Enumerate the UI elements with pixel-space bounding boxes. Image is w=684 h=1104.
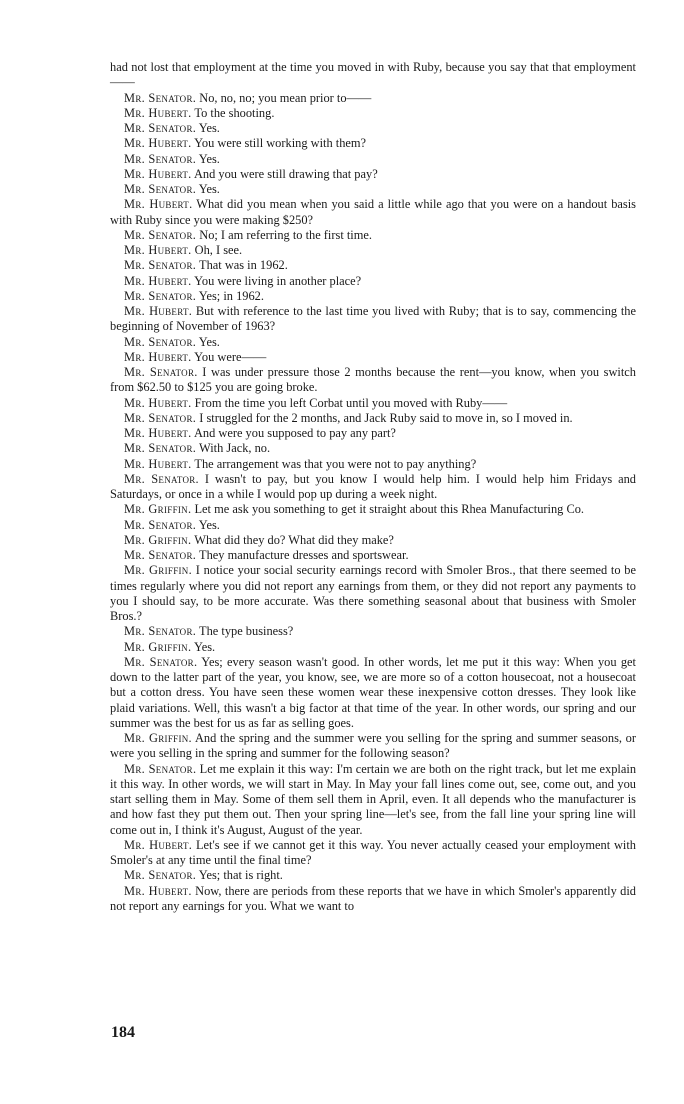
utterance-text: Yes. [198,121,220,135]
utterance-text: Let me ask you something to get it straight about this Rhea Manufacturing Co. [194,502,585,517]
speaker-name: Mr. Senator. [124,624,197,639]
speaker-name: Mr. Griffin. [124,502,192,517]
speaker-name: Mr. Hubert. [124,837,193,852]
utterance-text: Yes; that is right. [198,868,283,883]
utterance-text: That was in 1962. [199,258,288,273]
speaker-name: Mr. Hubert. [124,273,192,288]
utterance-text: The arrangement was that you were not to pay anything? [194,456,477,471]
speaker-name: Mr. Senator. [124,471,199,486]
speaker-name: Mr. Senator. [124,761,197,776]
transcript-paragraph [110,243,636,258]
transcript-paragraph [110,868,636,883]
utterance-text: And the spring and the summer were you selling for the spring and summer seasons, or were you selling in the spring and summer for the following season? [110,731,637,761]
speaker-name: Mr. Griffin. [124,532,192,547]
utterance-text: I was under pressure those 2 months because the rent—you know, when you switch from $62.50 to $125 you are going broke. [110,365,636,395]
transcript-paragraph [110,731,636,762]
speaker-name: Mr. Senator. [124,868,197,883]
utterance-text: Yes; every season wasn't good. In other words, let me put it this way: When you get down to the latter part of the year, you know, see, we are more so of a cotton housecoat, not a housecoat but a cotton dress. You have seen these women wear these inexpensive cotton dresses. They look like plaid variations. Well, this wasn't a big factor at that time of the year. In other words, our spring and our summer was the best for us as far as selling goes. [110,654,636,730]
transcript-paragraph [110,640,636,655]
speaker-name: Mr. Hubert. [124,243,192,257]
speaker-name: Mr. Hubert. [124,166,192,181]
utterance-text: had not lost that employment at the time you moved in with Ruby, because you say that that employment—— [110,60,636,90]
speaker-name: Mr. Griffin. [124,731,192,745]
speaker-name: Mr. Hubert. [124,197,193,212]
transcript-paragraph [110,426,636,441]
transcript-paragraph [110,548,636,563]
speaker-name: Mr. Senator. [124,517,197,532]
utterance-text: I wasn't to pay, but you know I would help him. I would help him Fridays and Saturdays, or once in a while I would pop up during a week night. [110,471,637,501]
transcript-paragraph [110,441,636,456]
transcript-paragraph [110,624,636,639]
speaker-name: Mr. Senator. [124,441,197,456]
speaker-name: Mr. Hubert. [124,426,192,440]
utterance-text: Let's see if we cannot get it this way. You never actually ceased your employment with Smoler's at any time until the final time? [110,837,636,867]
utterance-text: From the time you left Corbat until you moved with Ruby—— [194,395,508,410]
speaker-name: Mr. Senator. [124,258,197,273]
speaker-name: Mr. Senator. [124,288,197,303]
transcript-paragraph [110,502,636,517]
utterance-text: What did they do? What did they make? [194,532,394,547]
transcript-paragraph [110,365,636,396]
transcript-paragraph [110,472,636,503]
speaker-name: Mr. Griffin. [124,639,192,654]
utterance-text: Yes. [198,182,220,196]
utterance-text: Yes. [198,151,220,166]
page-number: 184 [111,1024,135,1041]
speaker-name: Mr. Senator. [124,410,197,425]
speaker-name: Mr. Griffin. [124,563,192,578]
transcript-paragraph [110,411,636,426]
transcript-paragraph [110,518,636,533]
speaker-name: Mr. Hubert. [124,105,192,120]
utterance-text: Oh, I see. [194,243,243,257]
transcript-paragraph [110,167,636,182]
utterance-text: No; I am referring to the first time. [199,227,372,242]
transcript-paragraph [110,106,636,121]
speaker-name: Mr. Hubert. [124,349,192,364]
utterance-text: Yes; in 1962. [198,288,264,303]
speaker-name: Mr. Hubert. [124,883,192,898]
transcript-paragraph [110,304,636,335]
transcript-paragraph [110,838,636,869]
speaker-name: Mr. Senator. [124,334,197,349]
speaker-name: Mr. Senator. [124,151,197,166]
transcript-paragraph [110,884,636,915]
utterance-text: Now, there are periods from these reports that we have in which Smoler's apparently did not report any earnings for you. What we want to [110,883,637,913]
transcript-body [110,60,636,914]
transcript-paragraph [110,762,636,838]
utterance-text: Yes. [198,517,220,532]
speaker-name: Mr. Hubert. [124,395,192,410]
transcript-paragraph [110,274,636,289]
speaker-name: Mr. Hubert. [124,304,193,318]
transcript-paragraph [110,655,636,731]
transcript-paragraph [110,563,636,624]
utterance-text: The type business? [199,624,294,639]
speaker-name: Mr. Senator. [124,365,198,379]
utterance-text: To the shooting. [194,105,275,120]
utterance-text: You were still working with them? [194,136,367,151]
speaker-name: Mr. Hubert. [124,456,192,471]
transcript-paragraph [110,258,636,273]
utterance-text: You were—— [194,349,267,364]
transcript-paragraph [110,197,636,228]
transcript-paragraph [110,136,636,151]
transcript-paragraph [110,350,636,365]
utterance-text: But with reference to the last time you lived with Ruby; that is to say, commencing the beginning of November of 1963? [110,304,636,334]
transcript-paragraph [110,121,636,136]
utterance-text: And you were still drawing that pay? [193,166,378,181]
utterance-text: I notice your social security earnings record with Smoler Bros., that there seemed to be times regularly where you did not report any earnings from them, or they did not report any payments to you I should say, to be more accurate. Was there something seasonal about that business with Smoler Bros.? [110,563,636,623]
utterance-text: With Jack, no. [199,441,271,456]
speaker-name: Mr. Senator. [124,227,197,242]
utterance-text: They manufacture dresses and sportswear. [199,548,409,562]
utterance-text: No, no, no; you mean prior to—— [199,90,372,105]
utterance-text: I struggled for the 2 months, and Jack Ruby said to move in, so I moved in. [199,410,573,425]
speaker-name: Mr. Senator. [124,182,197,196]
transcript-paragraph [110,289,636,304]
transcript-paragraph [110,457,636,472]
transcript-paragraph [110,60,636,91]
speaker-name: Mr. Senator. [124,548,197,562]
transcript-paragraph [110,396,636,411]
utterance-text: Yes. [198,334,220,349]
transcript-paragraph [110,91,636,106]
utterance-text: What did you mean when you said a little while ago that you were on a handout basis with Ruby since you were making $250? [110,197,636,227]
transcript-paragraph [110,182,636,197]
transcript-paragraph [110,152,636,167]
transcript-paragraph [110,228,636,243]
speaker-name: Mr. Senator. [124,654,198,669]
utterance-text: Yes. [194,639,216,654]
transcript-paragraph [110,335,636,350]
speaker-name: Mr. Senator. [124,90,197,105]
utterance-text: You were living in another place? [194,273,362,288]
utterance-text: And were you supposed to pay any part? [193,426,396,440]
utterance-text: Let me explain it this way: I'm certain we are both on the right track, but let me explain it this way. In other words, we will start in May. In May your fall lines come out, see, come out, and you start selling them in May. Some of them sell them in April, even. It all depends who the manufacturer is and how fast they put them out. Then your spring line—let's see, from the fall line your spring line will come out in, I think it's August, August of the year. [110,761,637,837]
transcript-paragraph [110,533,636,548]
speaker-name: Mr. Senator. [124,121,197,135]
speaker-name: Mr. Hubert. [124,136,192,151]
